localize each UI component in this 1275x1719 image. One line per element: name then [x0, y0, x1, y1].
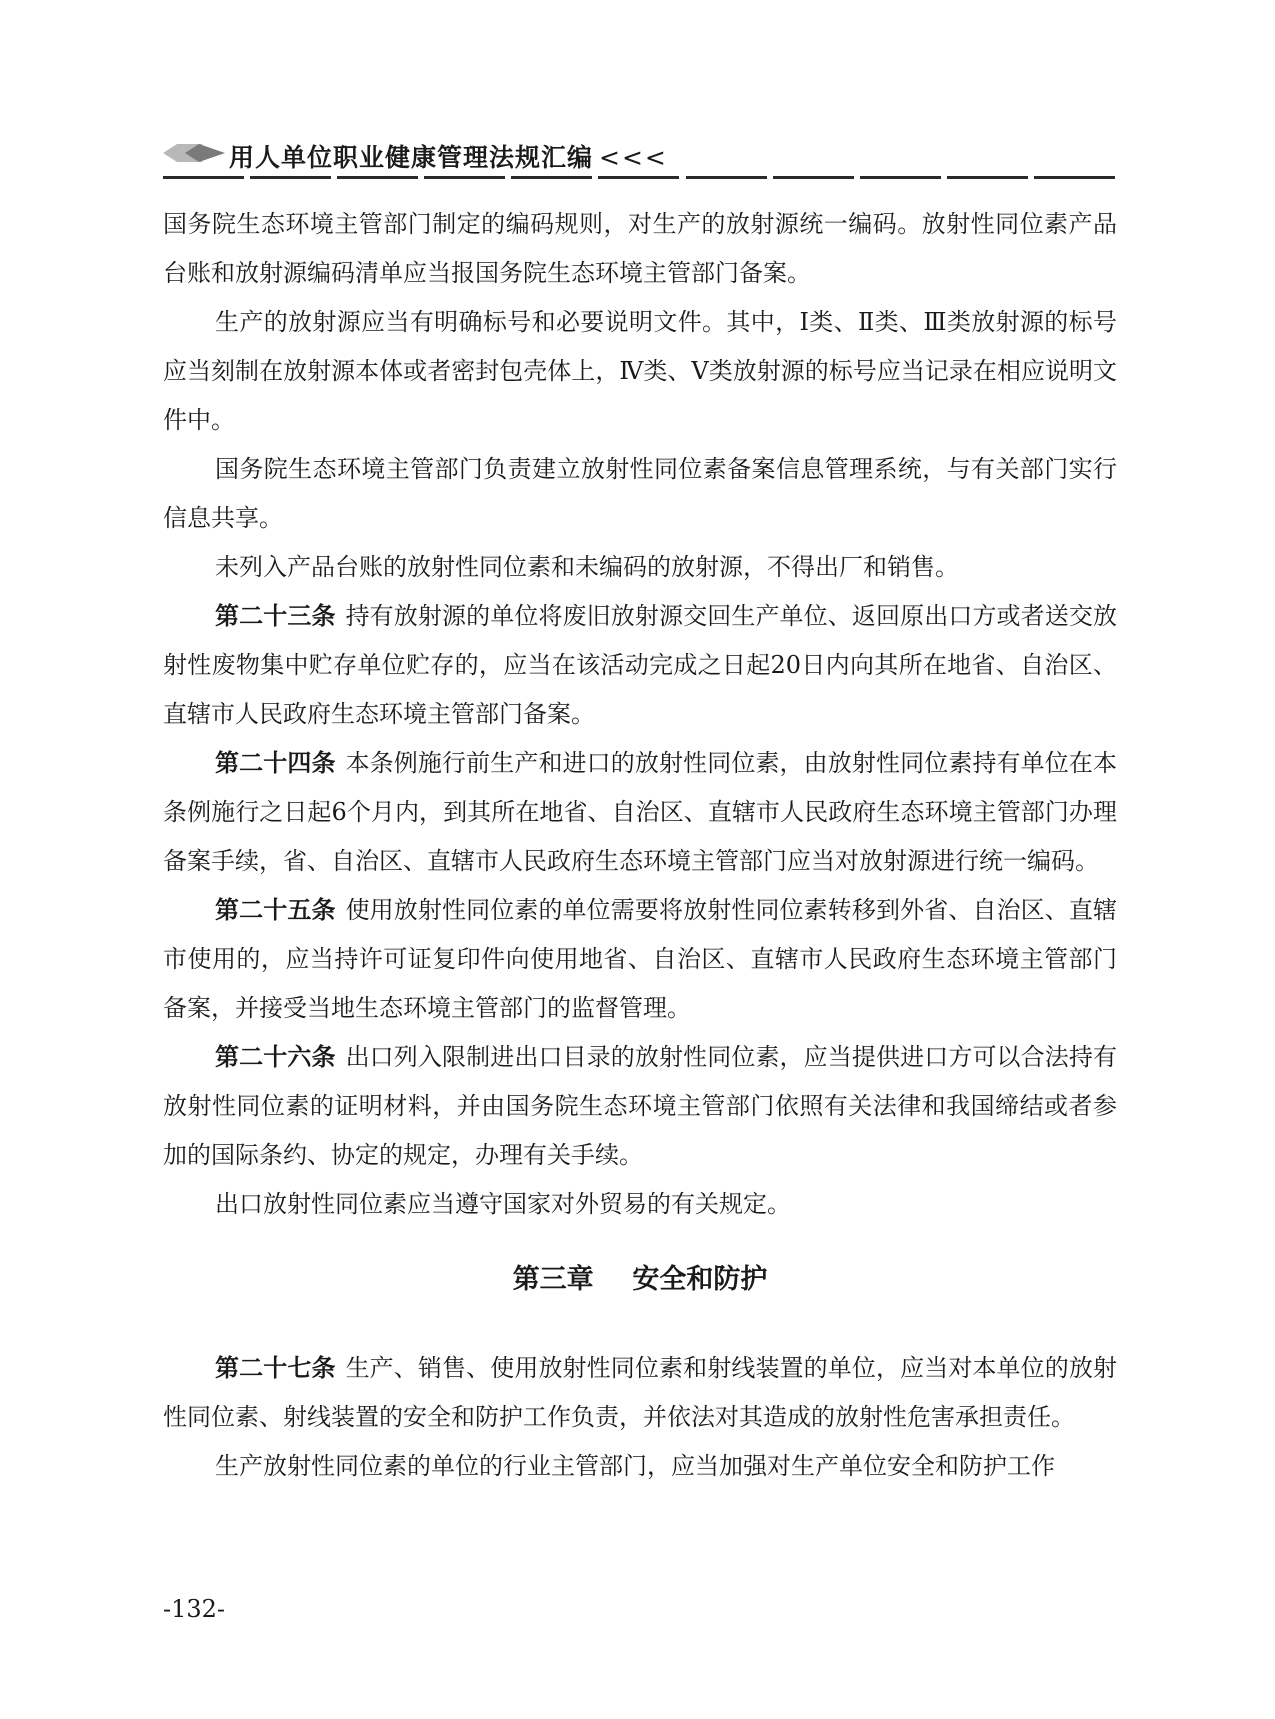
article-26: 第二十六条 出口列入限制进出口目录的放射性同位素，应当提供进口方可以合法持有放射性同位素的证明材料，并由国务院生态环境主管部门依照有关法律和我国缔结或者参加的国际条约、协定的规定，办理有关手续。 [163, 1043, 1118, 1169]
chevron-marks: <<< [599, 143, 668, 172]
paragraph: 未列入产品台账的放射性同位素和未编码的放射源，不得出厂和销售。 [215, 553, 959, 581]
running-header [163, 138, 1115, 188]
paragraph: 出口放射性同位素应当遵守国家对外贸易的有关规定。 [215, 1190, 791, 1218]
paragraph-continued: 国务院生态环境主管部门制定的编码规则，对生产的放射源统一编码。放射性同位素产品台账和放射源编码清单应当报国务院生态环境主管部门备案。 [163, 210, 1117, 287]
article-number: 第二十五条 [215, 896, 336, 924]
article-number: 第二十三条 [215, 602, 336, 630]
article-24: 第二十四条 本条例施行前生产和进口的放射性同位素，由放射性同位素持有单位在本条例施行之日起6个月内，到其所在地省、自治区、直辖市人民政府生态环境主管部门办理备案手续，省、自治区、直辖市人民政府生态环境主管部门应当对放射源进行统一编码。 [163, 749, 1118, 875]
page-number: -132- [163, 1595, 226, 1623]
article-number: 第二十六条 [215, 1043, 336, 1071]
book-title: 用人单位职业健康管理法规汇编 <<< [229, 143, 668, 172]
page-body [163, 200, 1117, 1491]
article-number: 第二十四条 [215, 749, 336, 777]
article-23: 第二十三条 持有放射源的单位将废旧放射源交回生产单位、返回原出口方或者送交放射性废物集中贮存单位贮存的，应当在该活动完成之日起20日内向其所在地省、自治区、直辖市人民政府生态环境主管部门备案。 [163, 602, 1118, 728]
double-arrow-icon [163, 142, 227, 164]
article-number: 第二十七条 [215, 1354, 336, 1382]
paragraph: 国务院生态环境主管部门负责建立放射性同位素备案信息管理系统，与有关部门实行信息共享。 [163, 455, 1117, 532]
chapter-heading: 第三章 安全和防护 [512, 1264, 768, 1295]
header-rule [163, 176, 1115, 179]
paragraph: 生产的放射源应当有明确标号和必要说明文件。其中，Ⅰ类、Ⅱ类、Ⅲ类放射源的标号应当刻制在放射源本体或者密封包壳体上，Ⅳ类、Ⅴ类放射源的标号应当记录在相应说明文件中。 [163, 308, 1117, 434]
article-27: 第二十七条 生产、销售、使用放射性同位素和射线装置的单位，应当对本单位的放射性同位素、射线装置的安全和防护工作负责，并依法对其造成的放射性危害承担责任。 [163, 1354, 1118, 1431]
paragraph: 生产放射性同位素的单位的行业主管部门，应当加强对生产单位安全和防护工作 [215, 1452, 1055, 1480]
article-25: 第二十五条 使用放射性同位素的单位需要将放射性同位素转移到外省、自治区、直辖市使用的，应当持许可证复印件向使用地省、自治区、直辖市人民政府生态环境主管部门备案，并接受当地生态环境主管部门的监督管理。 [163, 896, 1118, 1022]
